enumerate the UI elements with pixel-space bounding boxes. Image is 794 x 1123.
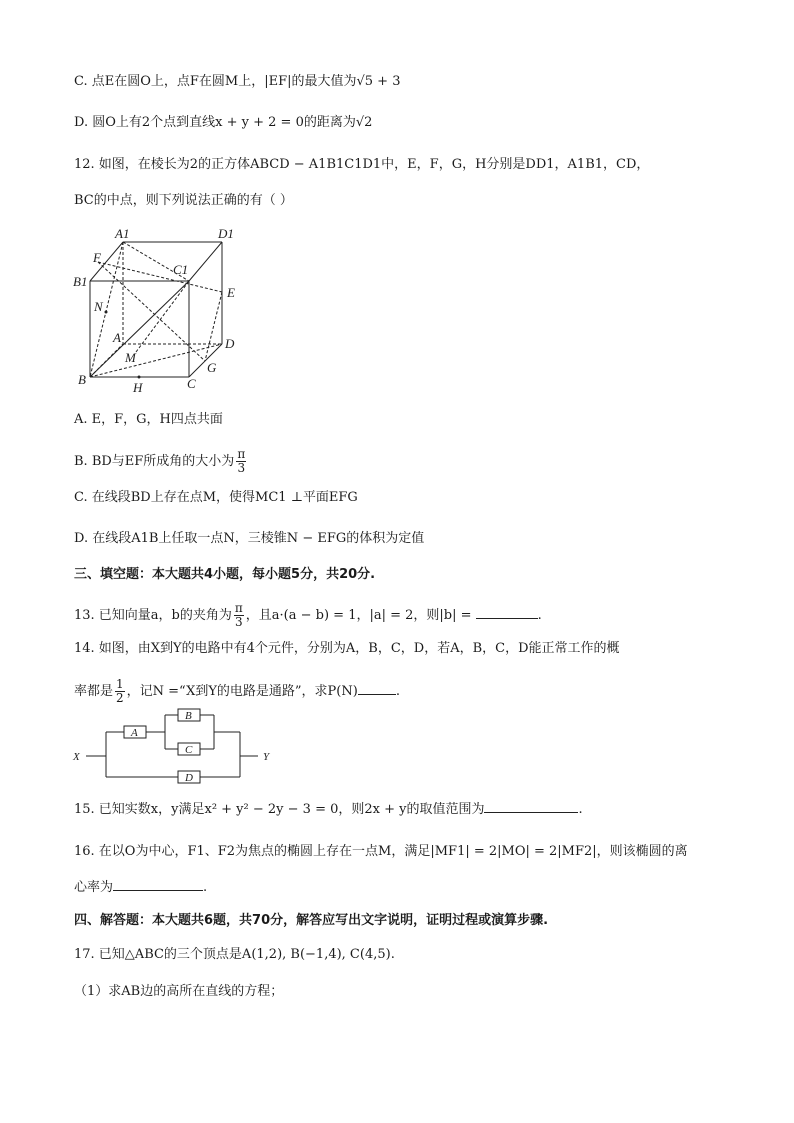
q13-text: 13. 已知向量a，b的夹角为 $\frac{\pi}{3}$ ，且a·(a − b) = 1，|a| = 2，则|b| = . [74,601,542,629]
label-d1: D1 [218,226,234,241]
label-a1: A1 [115,226,130,241]
q16-line2: 心率为 . [74,880,208,895]
q14-answer-blank[interactable] [358,682,396,695]
q17-part1: （1）求AB边的高所在直线的方程； [74,984,284,999]
q15-text: 15. 已知实数x，y满足x² + y² − 2y − 3 = 0，则2x + y的取值范围为 . [74,802,583,817]
q12-option-b: B. BD与EF所成角的大小为 $\frac{\pi}{3}$ [74,447,246,475]
section3-heading: 三、填空题：本大题共4小题，每小题5分，共20分. [74,567,376,582]
q11-option-d: D. 圆O上有2个点到直线x + y + 2 = 0的距离为√2 [74,115,373,130]
q11-option-c: C. 点E在圆O上，点F在圆M上，|EF|的最大值为√5 + 3 [74,74,401,89]
cube-figure [70,224,250,396]
q12-option-d: D. 在线段A1B上任取一点N，三棱锥N − EFG的体积为定值 [74,531,425,546]
label-f: F [93,250,101,265]
circuit-figure [70,704,280,784]
label-e: E [227,285,235,300]
q16-line1: 16. 在以O为中心，F1、F2为焦点的椭圆上存在一点M，满足|MF1| = 2|MO| = 2|MF2|，则该椭圆的离 [74,844,688,859]
circuit-label-c: C [185,744,193,756]
q12-stem-line1: 12. 如图，在棱长为2的正方体ABCD − A1B1C1D1中，E，F，G，H分别是DD1，A1B1，CD， [74,157,650,172]
label-c1: C1 [173,262,189,277]
label-n: N [94,299,103,314]
circuit-label-x: X [73,751,80,763]
label-b: B [78,372,86,387]
label-b1: B1 [73,274,88,289]
circuit-label-a: A [131,727,138,739]
q14-line1: 14. 如图，由X到Y的电路中有4个元件，分别为A，B，C，D，若A，B，C，D能正常工作的概 [74,641,620,656]
label-a: A [113,330,121,345]
label-c: C [187,376,196,391]
circuit-label-y: Y [263,751,270,763]
q16-answer-blank[interactable] [113,878,203,891]
q12-option-a: A. E，F，G，H四点共面 [74,412,223,427]
label-d: D [225,336,235,351]
q14-line2: 率都是 $\frac{1}{2}$ ，记N =“X到Y的电路是通路”，求P(N) . [74,677,400,705]
q17-stem: 17. 已知△ABC的三个顶点是A(1,2), B(−1,4), C(4,5). [74,947,395,962]
circuit-label-b: B [185,710,192,722]
q15-answer-blank[interactable] [484,800,578,813]
label-h: H [133,380,143,395]
circuit-label-d: D [185,772,193,784]
label-m: M [125,350,136,365]
q13-answer-blank[interactable] [476,606,538,619]
q12-option-c: C. 在线段BD上存在点M，使得MC1 ⊥平面EFG [74,490,358,505]
label-g: G [207,360,217,375]
section4-heading: 四、解答题：本大题共6题，共70分，解答应写出文字说明，证明过程或演算步骤. [74,913,549,928]
q12-stem-line2: BC的中点，则下列说法正确的有（ ） [74,193,293,208]
